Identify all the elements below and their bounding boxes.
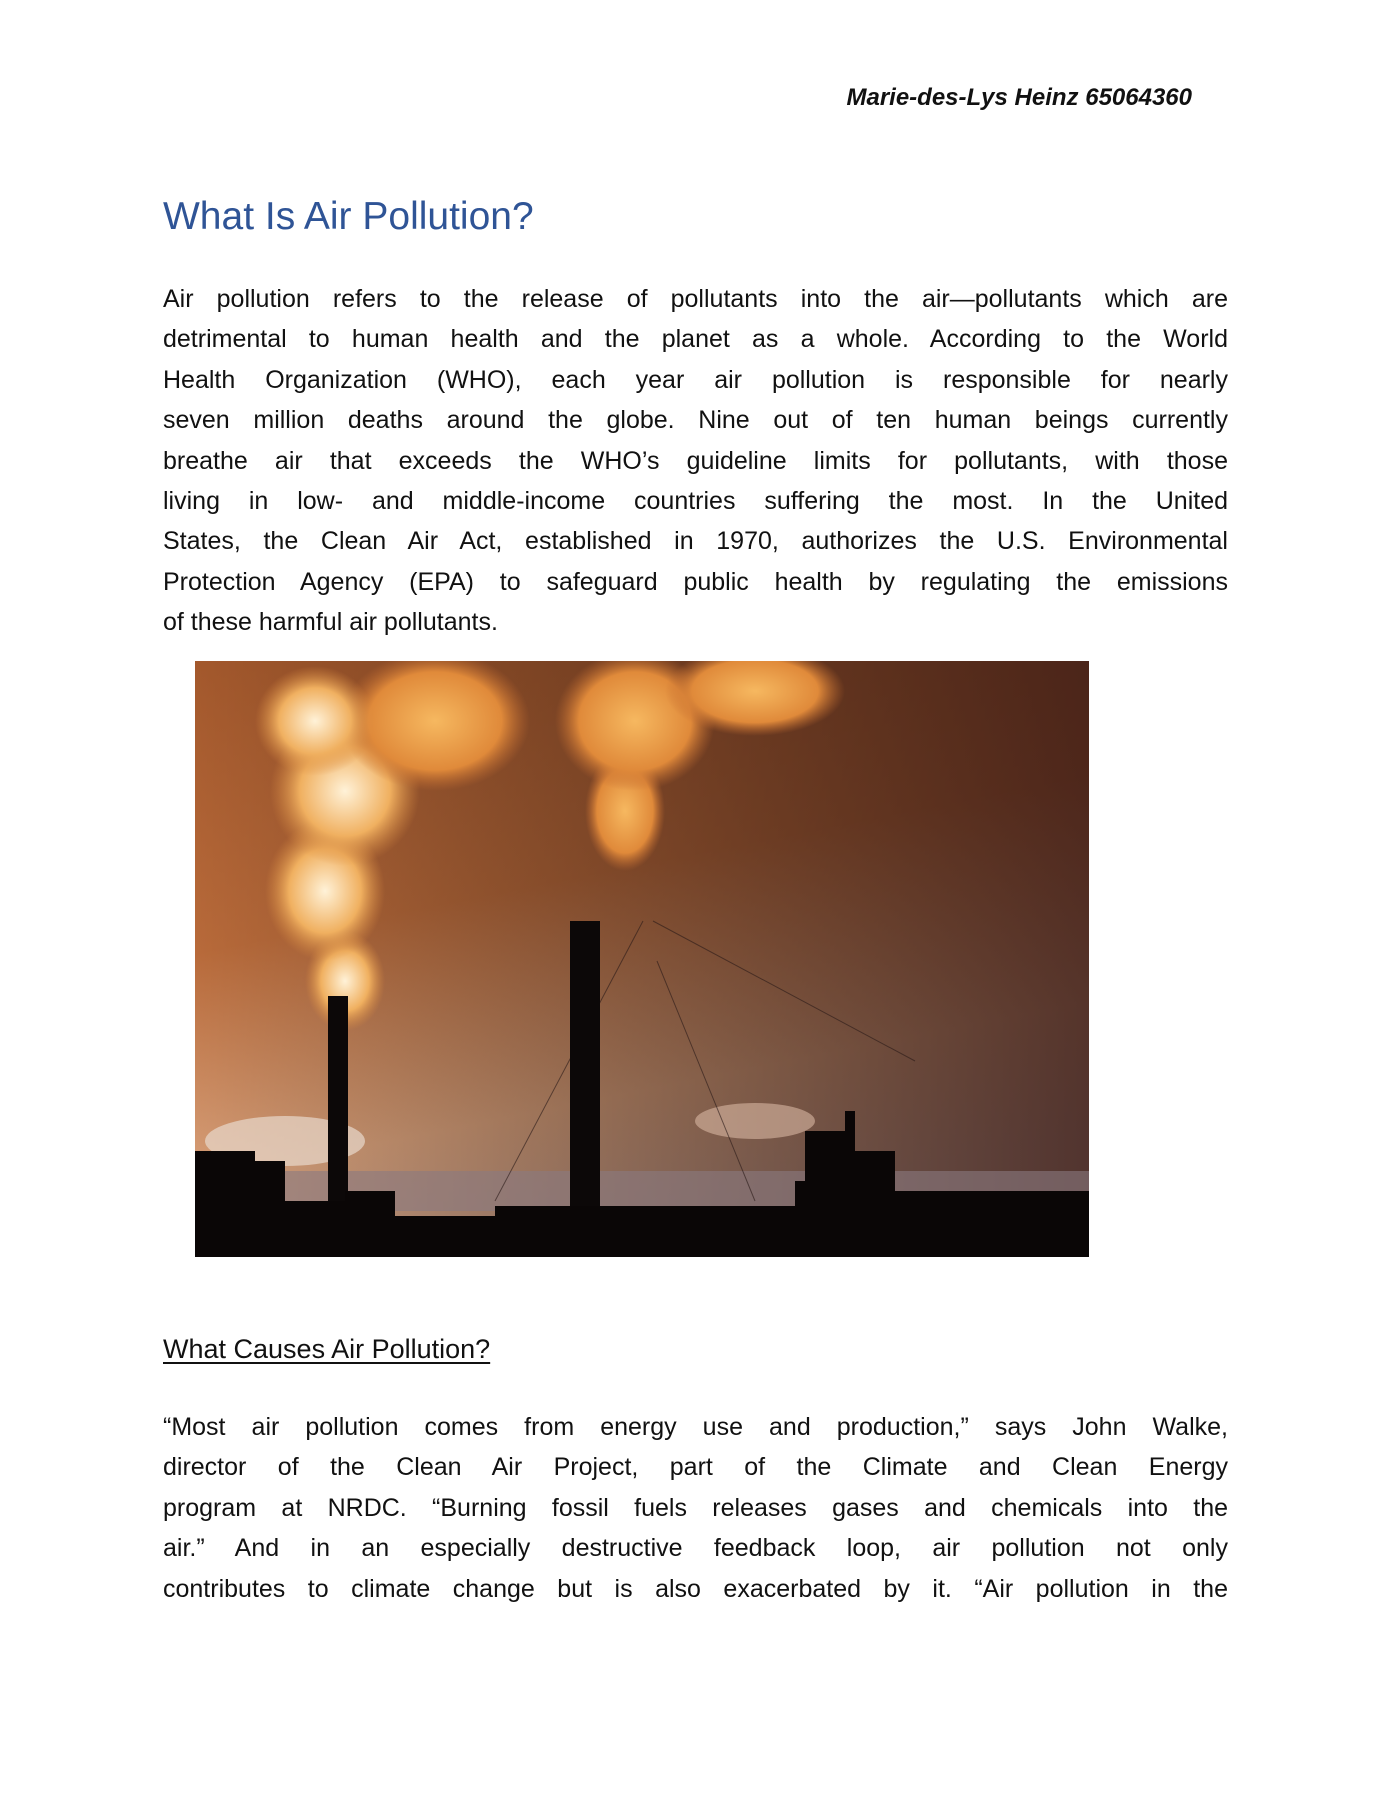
text-line: States, the Clean Air Act, established in 1970, authorizes the U.S. Environmental [163, 527, 1228, 556]
text-line: air.” And in an especially destructive feedback loop, air pollution not only [163, 1534, 1228, 1563]
text-line: breathe air that exceeds the WHO’s guideline limits for pollutants, with those [163, 446, 1228, 475]
causes-paragraph [163, 1407, 1228, 1609]
text-line: Protection Agency (EPA) to safeguard public health by regulating the emissions [163, 567, 1228, 596]
text-line: seven million deaths around the globe. Nine out of ten human beings currently [163, 406, 1228, 435]
text-line: of these harmful air pollutants. [163, 608, 498, 637]
section-heading: What Causes Air Pollution? [163, 1334, 491, 1364]
intro-paragraph [163, 279, 1228, 643]
text-line: living in low- and middle-income countries suffering the most. In the United [163, 486, 1228, 515]
text-line: Air pollution refers to the release of pollutants into the air—pollutants which are [163, 285, 1228, 313]
author-header: Marie-des-Lys Heinz 65064360 [846, 84, 1192, 111]
smokestack-photo [195, 661, 1089, 1257]
text-line: “Most air pollution comes from energy use and production,” says John Walke, [163, 1413, 1228, 1441]
text-line: contributes to climate change but is also exacerbated by it. “Air pollution in the [163, 1574, 1228, 1603]
text-line: program at NRDC. “Burning fossil fuels releases gases and chemicals into the [163, 1493, 1228, 1522]
text-line: detrimental to human health and the planet as a whole. According to the World [163, 325, 1228, 354]
text-line: director of the Clean Air Project, part of the Climate and Clean Energy [163, 1453, 1228, 1482]
page-title: What Is Air Pollution? [163, 195, 534, 238]
text-line: Health Organization (WHO), each year air pollution is responsible for nearly [163, 365, 1228, 394]
